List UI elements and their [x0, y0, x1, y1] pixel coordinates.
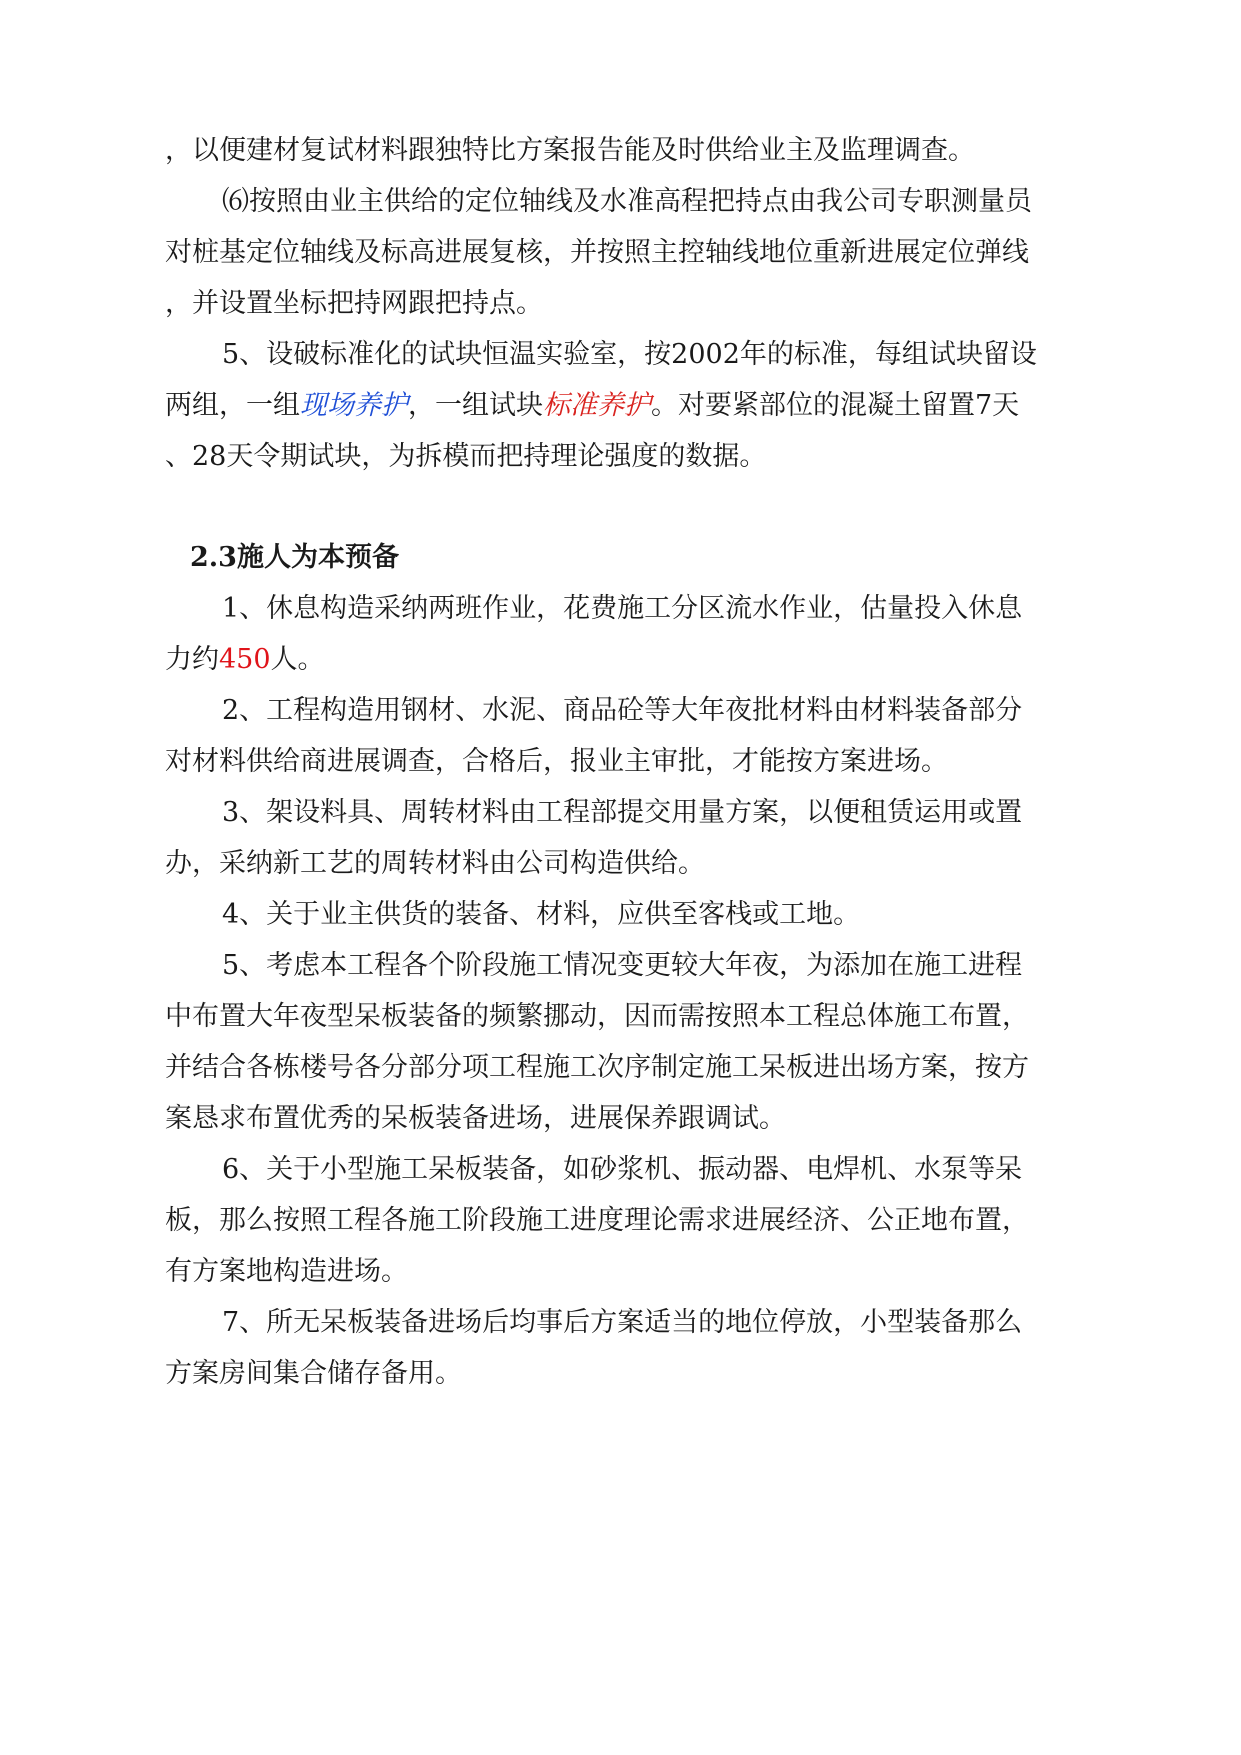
paragraph-line: 有方案地构造进场。: [165, 1256, 408, 1287]
paragraph-line: 6、关于小型施工呆板装备，如砂浆机、振动器、电焊机、水泵等呆: [222, 1154, 1023, 1185]
paragraph-line: 7、所无呆板装备进场后均事后方案适当的地位停放，小型装备那么: [222, 1307, 1023, 1338]
paragraph-line: 1、休息构造采纳两班作业，花费施工分区流水作业，估量投入休息: [222, 593, 1023, 624]
highlight-number: 450: [219, 644, 271, 675]
text-run: 。对要紧部位的混凝土留置7天: [651, 390, 1020, 421]
paragraph-line: 、28天令期试块，为拆模而把持理论强度的数据。: [165, 441, 767, 472]
paragraph-line-mixed: [165, 388, 1095, 424]
text-run: ，一组试块: [408, 390, 543, 421]
paragraph-line: 对桩基定位轴线及标高进展复核，并按照主控轴线地位重新进展定位弹线: [165, 237, 1029, 268]
paragraph-line: 板，那么按照工程各施工阶段施工进度理论需求进展经济、公正地布置，: [165, 1205, 1029, 1236]
emphasis-blue-text: 现场养护: [300, 390, 408, 421]
paragraph-line-mixed: [165, 642, 1095, 678]
paragraph-line: 并结合各栋楼号各分部分项工程施工次序制定施工呆板进出场方案，按方: [165, 1052, 1029, 1083]
paragraph-line: ，以便建材复试材料跟独特比方案报告能及时供给业主及监理调查。: [165, 135, 975, 166]
paragraph-line: 2、工程构造用钢材、水泥、商品砼等大年夜批材料由材料装备部分: [222, 695, 1023, 726]
text-run: 两组，一组: [165, 390, 300, 421]
emphasis-red-text: 标准养护: [543, 390, 651, 421]
paragraph-line: 5、考虑本工程各个阶段施工情况变更较大年夜，为添加在施工进程: [222, 950, 1023, 981]
paragraph-line: 方案房间集合储存备用。: [165, 1358, 462, 1389]
text-run: 力约: [165, 644, 219, 675]
paragraph-line: ⑹按照由业主供给的定位轴线及水准高程把持点由我公司专职测量员: [222, 186, 1032, 217]
text-run: 人。: [270, 644, 325, 675]
paragraph-line: ，并设置坐标把持网跟把持点。: [165, 288, 543, 319]
paragraph-line: 中布置大年夜型呆板装备的频繁挪动，因而需按照本工程总体施工布置，: [165, 1001, 1029, 1032]
paragraph-line: 5、设破标准化的试块恒温实验室，按2002年的标准，每组试块留设: [222, 339, 1037, 370]
paragraph-line: 办，采纳新工艺的周转材料由公司构造供给。: [165, 848, 705, 879]
paragraph-line: 4、关于业主供货的装备、材料，应供至客栈或工地。: [222, 899, 861, 930]
paragraph-line: 对材料供给商进展调查，合格后，报业主审批，才能按方案进场。: [165, 746, 948, 777]
paragraph-line: 案恳求布置优秀的呆板装备进场，进展保养跟调试。: [165, 1103, 786, 1134]
section-heading: 2.3施人为本预备: [190, 542, 399, 573]
paragraph-line: 3、架设料具、周转材料由工程部提交用量方案，以便租赁运用或置: [222, 797, 1023, 828]
